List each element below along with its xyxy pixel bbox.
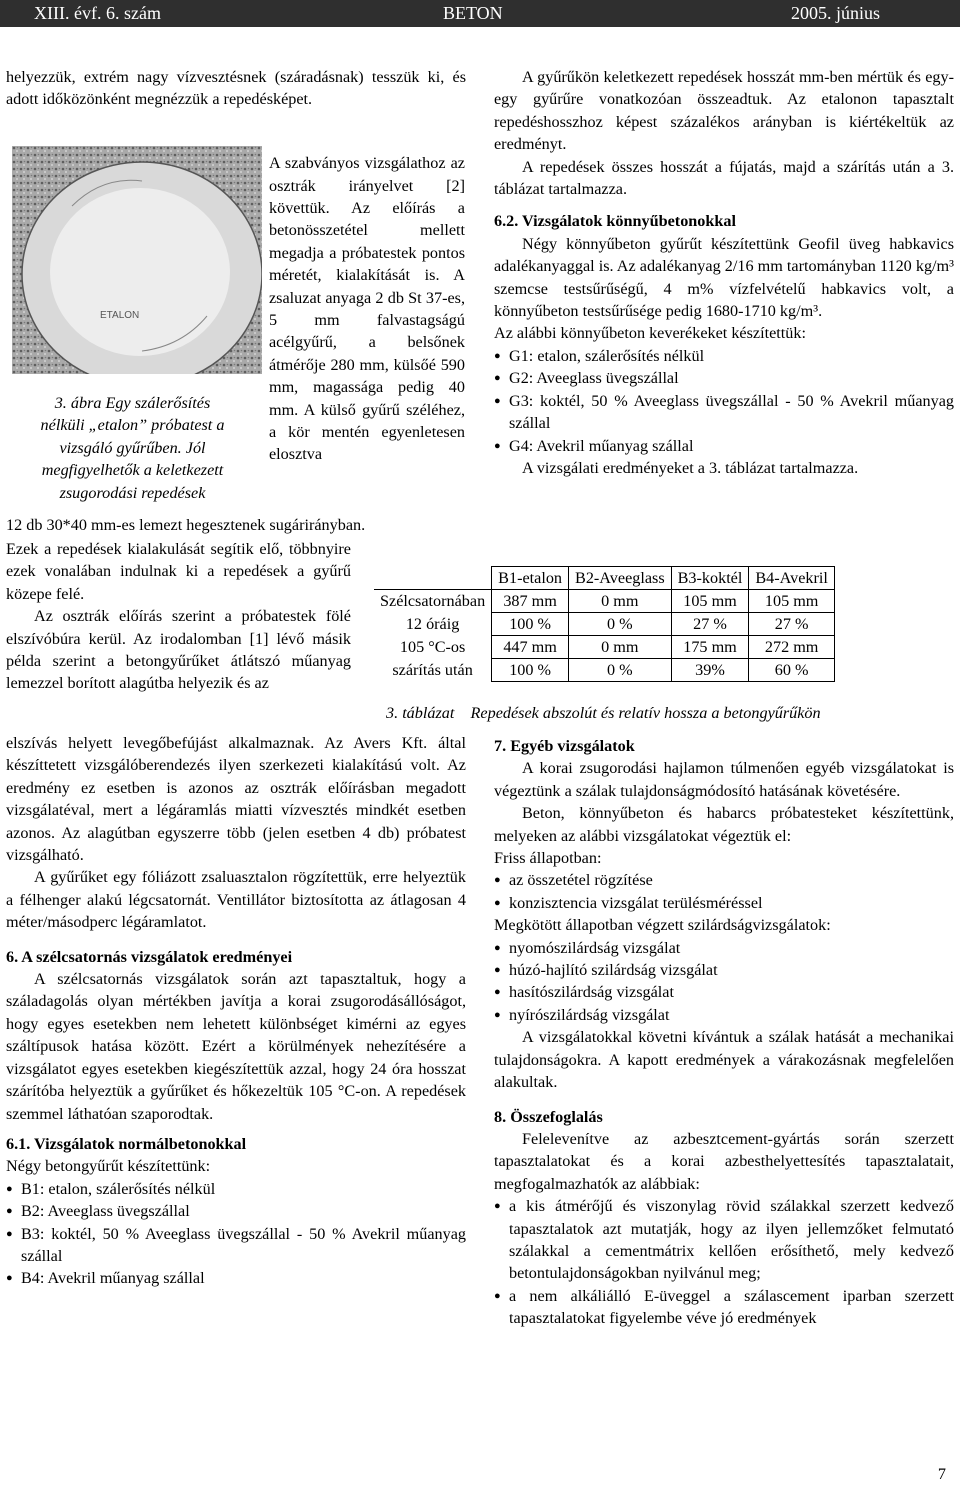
section-heading-8: 8. Összefoglalás [494, 1107, 603, 1126]
paragraph: A vizsgálati eredményeket a 3. táblázat tartalmazza. [522, 458, 859, 477]
right-top [494, 66, 954, 479]
float-paragraph: A szabványos vizsgálathoz az osztrák irányelvet [2] követtük. Az előírás a betonösszetétel mellett megadja a próbatestek pontos méretét, kialakítását is. A zsaluzat anyaga 2 db St 37-es, 5 mm falvastagságú acélgyűrű, a belsőnek átmérője 280 mm, külsőé 590 mm, magassága pedig 40 mm. A külső gyűrű széléhez, a kör mentén egyenletesen elosztva [269, 154, 465, 464]
table-cell: 60 % [749, 659, 835, 682]
list-item: ● G1: etalon, szálerősítés nélkül [494, 345, 954, 367]
list-item: ● nyírószilárdság vizsgálat [494, 1004, 954, 1026]
table-row [374, 636, 834, 659]
table-cell: 27 % [749, 613, 835, 636]
table-cell: 272 mm [749, 636, 835, 659]
header-journal: BETON [443, 3, 503, 23]
left-after-float [6, 514, 466, 536]
table-cell: 100 % [492, 659, 569, 682]
paragraph: 12 db 30*40 mm-es lemezt hegesztenek sugárirányban. [6, 516, 366, 534]
table-cell: 175 mm [671, 636, 749, 659]
table-cell: 0 % [569, 613, 672, 636]
table-header-row [374, 567, 834, 590]
caption-line: 3. ábra Egy szálerősítés [54, 394, 211, 412]
paragraph: elszívás helyett levegőbefújást alkalmaznak. Az Avers Kft. által készíttetett vizsgálóberendezés ilyen szerkezeti kialakítású volt. Az eredmény ez esetben is azonos az osztrák előírásban megadott vizsgálatéval, mert a légáramlás miatti vízvesztés mindkét esetben azonos. Az alagútban egyszerre több (jelen esetben 4 db) próbatest vizsgálható. [6, 734, 466, 865]
table-header: B2-Aveeglass [569, 567, 672, 590]
paragraph: Az alábbi könnyűbeton keverékeket készítettük: [494, 324, 806, 343]
table-cell: 0 mm [569, 590, 672, 613]
figure-caption [5, 392, 260, 504]
left-float-text [269, 136, 465, 482]
table-cell: 447 mm [492, 636, 569, 659]
list-item: ● B3: koktél, 50 % Aveeglass üvegszállal - 50 % Avekril műanyag szállal [6, 1223, 466, 1268]
table-cell: 105 mm [671, 590, 749, 613]
table-caption-text: Repedések abszolút és relatív hossza a betongyűrűkön [470, 704, 821, 722]
ring-list-g [494, 345, 954, 457]
list-item: ● hasítószilárdság vizsgálat [494, 981, 954, 1003]
paragraph: Beton, könnyűbeton és habarcs próbatesteket készítettünk, melyeken az alábbi vizsgálatokat végeztük el: [494, 804, 954, 845]
table-caption [386, 704, 821, 723]
caption-line: zsugorodási repedések [59, 483, 206, 502]
paragraph: A szélcsatornás vizsgálatok során azt tapasztaltuk, hogy a száladagolás olyan mértékben javítja a korai zsugorodásállóságot, hogy egyes esetekben nem lehetett különbséget kimérni az egyes száltípusok hatása között. Ezért a körülmények nehezítésére a vizsgálatot egyes esetekben kiegészítettük azzal, hogy 24 óra hosszat szárítóba helyeztük a gyűrűket és hőkezeltük 105 °C-on. A repedések szemmel láthatóan szaporodtak. [6, 970, 466, 1123]
summary-list [494, 1195, 954, 1329]
header-issue: XIII. évf. 6. szám [34, 3, 161, 23]
table-cell: 100 % [492, 613, 569, 636]
table-cell: 0 % [569, 659, 672, 682]
paragraph: Ezek a repedések kialakulását segítik elő, többnyire ezek vonalában indulnak ki a repedések a gyűrű közepe felé. [6, 540, 351, 603]
table-row [374, 659, 834, 682]
paragraph: A repedések összes hosszát a fújatás, majd a szárítás után a 3. táblázat tartalmazza. [494, 157, 954, 199]
list-item: ● konzisztencia vizsgálat terülésméréssel [494, 892, 954, 914]
caption-line: nélküli „etalon” próbatest a [40, 416, 225, 435]
left-intro-text: helyezzük, extrém nagy vízvesztésnek (száradásnak) tesszük ki, és adott időközönként megnézzük a repedésképet. [6, 68, 466, 109]
table-header: B4-Avekril [749, 567, 835, 590]
table-caption-number: 3. táblázat [386, 704, 455, 722]
row-label: 12 óráig [374, 613, 492, 636]
list-item: ● G3: koktél, 50 % Aveeglass üvegszállal - 50 % Avekril műanyag szállal [494, 390, 954, 435]
section-heading-6: 6. A szélcsatornás vizsgálatok eredményei [6, 947, 293, 966]
ring-list-b [6, 1178, 466, 1290]
table-cell: 39% [671, 659, 749, 682]
photo-label: ETALON [100, 310, 140, 321]
paragraph: A gyűrűkön keletkezett repedések hosszát mm-ben mértük és egy-egy gyűrűre vonatkozóan összeadtuk. Az etalonon tapasztalt repedéshosszhoz képest százalékos arányban is kiértékeltük az eredményt. [494, 68, 954, 154]
list-item: ● az összetétel rögzítése [494, 869, 954, 891]
table-corner [374, 567, 492, 590]
paragraph: A korai zsugorodási hajlamon túlmenően egyéb vizsgálatokat is végeztünk a szálak tulajdonságmódosító hatásának követésére. [494, 759, 954, 800]
list-item: ● G4: Avekril műanyag szállal [494, 435, 954, 457]
table-row [374, 613, 834, 636]
row-label: 105 °C-os [374, 636, 492, 659]
fresh-tests-list [494, 869, 954, 914]
list-item: ● B2: Aveeglass üvegszállal [6, 1200, 466, 1222]
paragraph: Felelevenítve az azbesztcement-gyártás során szerzett tapasztalatokat és a korai azbesthelyettesítés tapasztalatait, megfogalmazhatók az alábbiak: [494, 1129, 954, 1193]
list-item: ● húzó-hajlító szilárdság vizsgálat [494, 959, 954, 981]
left-narrow-block [6, 538, 351, 695]
left-main [6, 732, 466, 1290]
list-item: ● B1: etalon, szálerősítés nélkül [6, 1178, 466, 1200]
results-table [374, 566, 835, 682]
table-header: B3-koktél [671, 567, 749, 590]
caption-line: vizsgáló gyűrűben. Jól [59, 438, 206, 457]
row-label: szárítás után [374, 659, 492, 682]
left-intro [6, 66, 466, 111]
list-item: ● B4: Avekril műanyag szállal [6, 1267, 466, 1289]
paragraph: Friss állapotban: [494, 849, 602, 868]
section-heading-6-1: 6.1. Vizsgálatok normálbetonokkal [6, 1134, 247, 1153]
paragraph: A vizsgálatokkal követni kívántuk a szálak hatását a mechanikai tulajdonságokra. A kapott eredmények a várakozásnak megfelelően alakultak. [494, 1028, 954, 1092]
section-heading-6-2: 6.2. Vizsgálatok könnyűbetonokkal [494, 212, 736, 231]
page-number: 7 [937, 1465, 946, 1483]
table-header: B1-etalon [492, 567, 569, 590]
list-item: ● a kis átmérőjű és viszonylag rövid szálakkal szerzett kedvező tapasztalatok azt mutatják, hogy az ilyen jellemzőket felmutató szálakkal a cementmátrix kellően erősíthető, mely kedvező betontulajdonságokban nyilvánul meg; [494, 1195, 954, 1285]
paragraph: Az osztrák előírás szerint a próbatestek fölé elszívóbúra kerül. Az irodalomban [1] lévő másik példa szerint a betongyűrűket átlátszó műanyag lemezzel borított alagútba helyezik és az [6, 607, 351, 693]
table-cell: 105 mm [749, 590, 835, 613]
strength-tests-list [494, 937, 954, 1027]
table-row [374, 590, 834, 613]
paragraph: Négy könnyűbeton gyűrűt készítettünk Geofil üveg habkavics adalékanyaggal is. Az adalékanyag 2/16 mm tartományban 1120 kg/m³ szemcse testsűrűségű, 4 m% vízfelvételű habkavics volt, a könnyűbeton testsűrűsége pedig 1680-1710 kg/m³. [494, 234, 954, 321]
table-cell: 27 % [671, 613, 749, 636]
page-header [0, 0, 960, 27]
section-heading-7: 7. Egyéb vizsgálatok [494, 737, 635, 755]
paragraph: A gyűrűket egy fóliázott zsaluasztalon rögzítettük, erre helyeztük a félhenger alakú légcsatornát. Ventillátor biztosította az átlagosan 4 méter/másodperc légáramlatot. [6, 868, 466, 932]
table-cell: 387 mm [492, 590, 569, 613]
etalon-ring-photo [12, 146, 262, 374]
header-date: 2005. június [791, 3, 881, 23]
list-item: ● nyomószilárdság vizsgálat [494, 937, 954, 959]
right-bottom [494, 735, 954, 1330]
list-item: ● G2: Aveeglass üvegszállal [494, 367, 954, 389]
table-cell: 0 mm [569, 636, 672, 659]
paragraph: Megkötött állapotban végzett szilárdságvizsgálatok: [494, 916, 831, 935]
row-label: Szélcsatornában [374, 590, 492, 613]
caption-line: megfigyelhetők a keletkezett [41, 461, 224, 480]
paragraph: Négy betongyűrűt készítettünk: [6, 1157, 211, 1176]
list-item: ● a nem alkáliálló E-üveggel a szálascement iparban szerzett tapasztalatokat figyelembe véve jó eredmények [494, 1285, 954, 1330]
